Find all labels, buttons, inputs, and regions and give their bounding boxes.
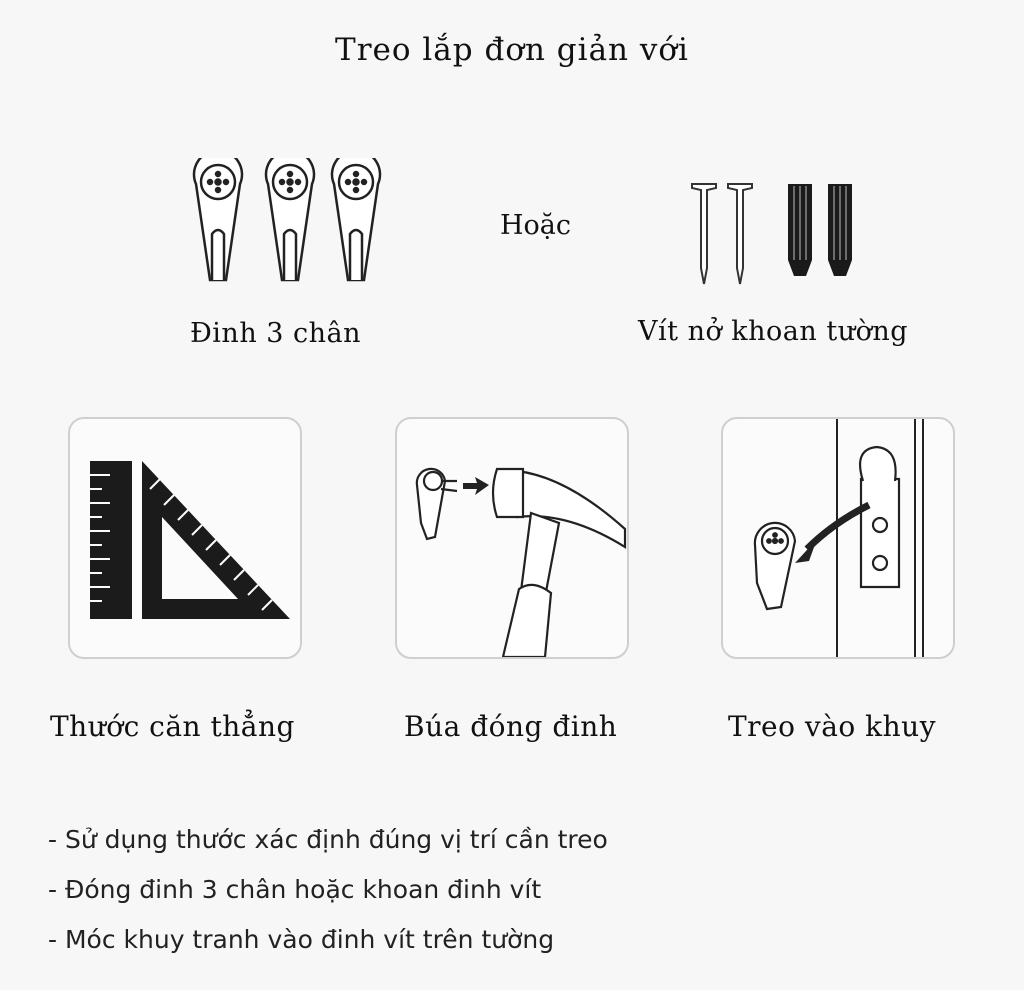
- ruler-set-square-icon: [70, 419, 300, 657]
- instruction-list: [48, 815, 608, 965]
- three-pin-nail-icon: [190, 158, 390, 286]
- wall-screw-anchor-icon: [688, 180, 868, 290]
- hammer-panel: [395, 417, 629, 659]
- step-ruler-label: Thước căn thẳng: [50, 710, 295, 743]
- hammer-icon: [397, 419, 627, 657]
- or-label: Hoặc: [500, 210, 572, 241]
- instruction-item: - Sử dụng thước xác định đúng vị trí cần treo: [48, 825, 608, 854]
- page-title: Treo lắp đơn giản với: [335, 32, 689, 68]
- hang-hook-panel: [721, 417, 955, 659]
- hang-hook-icon: [723, 419, 953, 657]
- wall-screw-label: Vít nở khoan tường: [638, 316, 909, 347]
- step-hang-label: Treo vào khuy: [728, 710, 937, 743]
- ruler-panel: [68, 417, 302, 659]
- three-pin-nail-label: Đinh 3 chân: [190, 318, 362, 349]
- instruction-item: - Đóng đinh 3 chân hoặc khoan đinh vít: [48, 875, 542, 904]
- step-hammer-label: Búa đóng đinh: [404, 710, 618, 743]
- instruction-item: - Móc khuy tranh vào đinh vít trên tường: [48, 925, 555, 954]
